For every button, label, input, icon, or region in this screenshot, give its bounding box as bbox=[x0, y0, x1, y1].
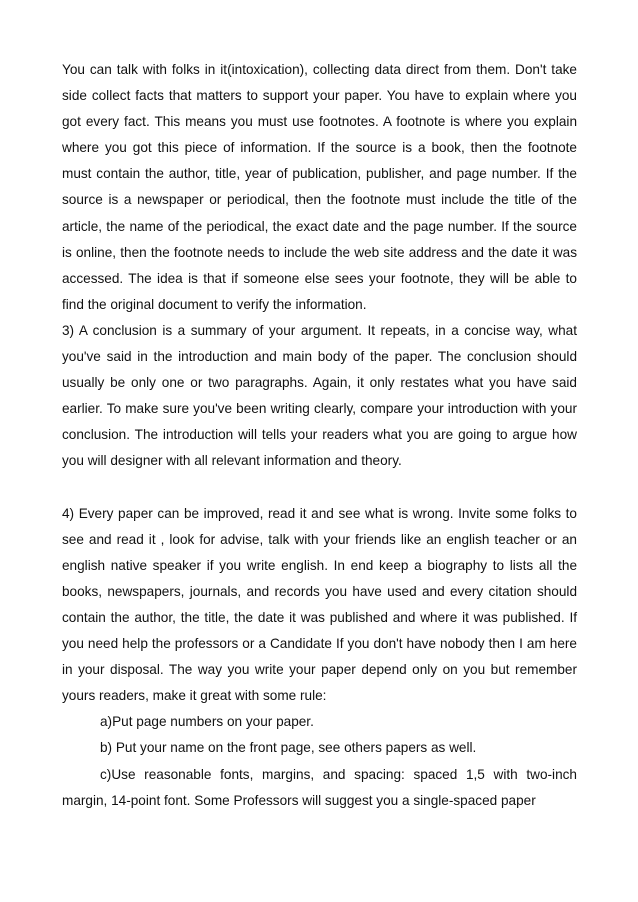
blank-line bbox=[62, 475, 577, 501]
paragraph-improve: 4) Every paper can be improved, read it and see what is wrong. Invite some folks to see and read it , look for advise, talk with your friends like an english teacher or an english native speaker if you write english. In end keep a biography to lists all the books, newspapers, journals, and records you have used and every citation should contain the author, the title, the date it was published and where it was published. If you need help the professors or a Candidate If you don't have nobody then I am here in your disposal. The way you write your paper depend only on you but remember yours readers, make it great with some rule: bbox=[62, 505, 577, 704]
rule-item-a: a)Put page numbers on your paper. bbox=[100, 714, 314, 730]
document-page bbox=[62, 57, 577, 814]
rule-item-c: c)Use reasonable fonts, margins, and spacing: spaced 1,5 with two-inch margin, 14-point font. Some Professors will suggest you a single-spaced paper bbox=[62, 766, 577, 808]
paragraph-sources: You can talk with folks in it(intoxication), collecting data direct from them. Don't take side collect facts that matters to support your paper. You have to explain where you got every fact. This means you must use footnotes. A footnote is where you explain where you got this piece of information. If the source is a book, then the footnote must contain the author, title, year of publication, publisher, and page number. If the source is a newspaper or periodical, then the footnote must include the title of the article, the name of the periodical, the exact date and the page number. If the source is online, then the footnote needs to include the web site address and the date it was accessed. The idea is that if someone else sees your footnote, they will be able to find the original document to verify the information. bbox=[62, 62, 577, 312]
paragraph-conclusion: 3) A conclusion is a summary of your argument. It repeats, in a concise way, what you've said in the introduction and main body of the paper. The conclusion should usually be only one or two paragraphs. Again, it only restates what you have said earlier. To make sure you've been writing clearly, compare your introduction with your conclusion. The introduction will tells your readers what you are going to argue how you will designer with all relevant information and theory. bbox=[62, 322, 577, 469]
rule-item-b: b) Put your name on the front page, see others papers as well. bbox=[100, 740, 477, 756]
